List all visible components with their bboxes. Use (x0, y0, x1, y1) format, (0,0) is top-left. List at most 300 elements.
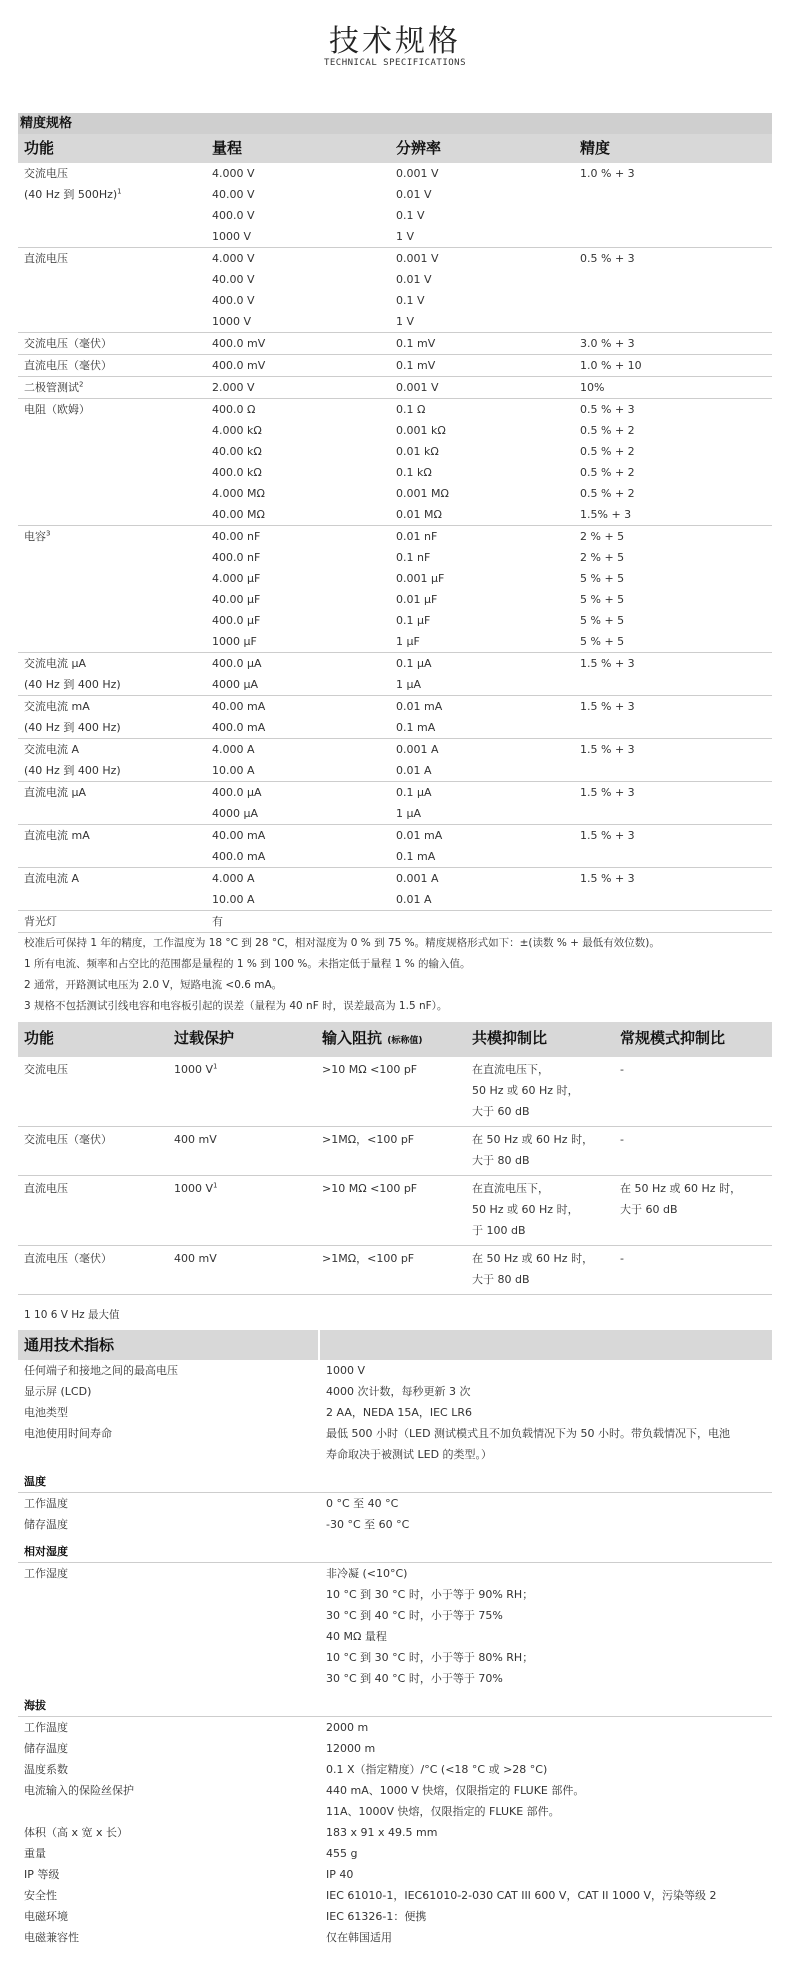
accuracy-cell: 0.5 % + 2 (580, 466, 635, 479)
resolution-cell: 0.001 V (390, 377, 574, 399)
impedance-cell (316, 1057, 466, 1127)
cell-line: 直流电压 (24, 1182, 68, 1195)
col-range: 量程 (206, 134, 390, 163)
range-cell: 1000 V (206, 226, 390, 248)
accuracy-row (18, 462, 772, 483)
col-impedance: 输入阻抗 (标称值) (316, 1022, 466, 1057)
spec-value (320, 1843, 772, 1864)
overload-cell (168, 1057, 316, 1127)
resolution-cell: 0.1 V (396, 209, 425, 222)
range-cell: 400.0 μF (212, 614, 261, 627)
function-cell: 直流电压 (24, 252, 68, 265)
spec-value-line: 寿命取决于被测试 LED 的类型。） (326, 1448, 493, 1461)
range-cell: 400.0 kΩ (212, 466, 262, 479)
resolution-cell: 0.001 A (396, 743, 439, 756)
accuracy-row (18, 290, 772, 311)
spec-key: 工作温度 (24, 1497, 68, 1510)
accuracy-cell: 5 % + 5 (580, 614, 625, 627)
spec-value (320, 1738, 772, 1759)
spec-value-line: 10 °C 到 30 °C 时，小于等于 80% RH； (326, 1651, 534, 1664)
general-row (18, 1906, 772, 1927)
spec-key: 安全性 (24, 1889, 57, 1902)
range-cell: 400.0 μA (212, 657, 262, 670)
subheading-label: 温度 (18, 1465, 772, 1493)
range-cell: 400.0 Ω (212, 403, 256, 416)
general-row (18, 1717, 772, 1739)
range-cell: 4.000 μF (212, 572, 261, 585)
nmrr-cell (614, 1246, 772, 1295)
page-title: 技术规格 (329, 24, 461, 59)
function-cell (18, 504, 206, 526)
cell-line: 交流电压（毫伏） (24, 1133, 112, 1146)
range-cell: 40.00 mA (212, 700, 266, 713)
accuracy-table (18, 134, 772, 933)
spec-key: 电流输入的保险丝保护 (24, 1784, 134, 1797)
function-cell (18, 462, 206, 483)
footnote-marker: 2 (79, 380, 84, 389)
accuracy-cell (574, 674, 772, 696)
resolution-cell: 0.001 kΩ (396, 424, 446, 437)
accuracy-row (18, 610, 772, 631)
accuracy-cell: 1.5% + 3 (574, 504, 772, 526)
resolution-cell: 0.1 μA (396, 786, 432, 799)
accuracy-cell: 1.5 % + 3 (580, 872, 635, 885)
spec-key: 电池类型 (24, 1406, 68, 1419)
accuracy-row (18, 377, 772, 399)
spec-value (320, 1864, 772, 1885)
range-cell: 40.00 μF (212, 593, 261, 606)
cell-line: 在直流电压下， (472, 1063, 549, 1076)
range-cell: 4.000 kΩ (212, 424, 262, 437)
function-cell (18, 803, 206, 825)
nmrr-cell (614, 1057, 772, 1127)
cell-line: 大于 80 dB (472, 1154, 530, 1167)
accuracy-cell (574, 184, 772, 205)
function-cell: (40 Hz 到 400 Hz) (18, 717, 206, 739)
accuracy-row (18, 163, 772, 184)
spec-value-line: 非冷凝 (<10°C) (326, 1567, 408, 1580)
resolution-cell: 1 V (390, 226, 574, 248)
function-cell: 电阻（欧姆） (24, 403, 90, 416)
cell-line: 在 50 Hz 或 60 Hz 时， (620, 1182, 742, 1195)
cell-line: - (620, 1063, 624, 1076)
accuracy-cell: 5 % + 5 (574, 631, 772, 653)
accuracy-row (18, 760, 772, 782)
accuracy-cell: 3.0 % + 3 (574, 333, 772, 355)
accuracy-row (18, 631, 772, 653)
general-row (18, 1402, 772, 1423)
spec-value (320, 1423, 772, 1465)
general-subheading (18, 1465, 772, 1493)
function-cell: 交流电压 (24, 167, 68, 180)
range-cell: 1000 V (206, 311, 390, 333)
page-subtitle: TECHNICAL SPECIFICATIONS (323, 58, 467, 68)
range-cell: 4.000 A (212, 743, 255, 756)
spec-value-line: 0.1 X（指定精度）/°C (<18 °C 或 >28 °C) (326, 1763, 548, 1776)
col-resolution: 分辨率 (390, 134, 574, 163)
spec-key: 显示屏 (LCD) (24, 1385, 92, 1398)
spec-value-line: 440 mA、1000 V 快熔，仅限指定的 FLUKE 部件。 (326, 1784, 585, 1797)
spec-key: 工作温度 (24, 1721, 68, 1734)
accuracy-row (18, 355, 772, 377)
spec-value (320, 1514, 772, 1535)
general-row (18, 1759, 772, 1780)
cell-line: 在 50 Hz 或 60 Hz 时， (472, 1252, 594, 1265)
general-subheading (18, 1689, 772, 1717)
function-cell: (40 Hz 到 400 Hz) (18, 760, 206, 782)
general-header (18, 1330, 772, 1360)
protection-section (18, 1022, 772, 1326)
spec-value-line: 0 °C 至 40 °C (326, 1497, 399, 1510)
range-cell: 40.00 V (212, 273, 255, 286)
range-cell: 400.0 mV (206, 333, 390, 355)
accuracy-cell: 1.5 % + 3 (580, 700, 635, 713)
subheading-label: 海拔 (18, 1689, 772, 1717)
spec-key: 温度系数 (24, 1763, 68, 1776)
range-cell: 4.000 V (212, 167, 255, 180)
spec-value (320, 1927, 772, 1948)
resolution-cell: 0.1 mV (390, 333, 574, 355)
function-cell: 交流电流 μA (24, 657, 87, 670)
function-cell: 交流电流 A (24, 743, 80, 756)
resolution-cell: 0.1 mV (390, 355, 574, 377)
cell-line: 大于 60 dB (620, 1203, 678, 1216)
range-cell: 40.00 nF (212, 530, 261, 543)
spec-value-line: 2 AA，NEDA 15A，IEC LR6 (326, 1406, 472, 1419)
accuracy-row (18, 846, 772, 868)
accuracy-row (18, 739, 772, 761)
function-cell: 交流电流 mA (24, 700, 90, 713)
impedance-cell (316, 1176, 466, 1246)
spec-value-line: 仅在韩国适用 (326, 1931, 392, 1944)
general-row (18, 1780, 772, 1822)
resolution-cell: 0.001 A (396, 872, 439, 885)
range-cell: 10.00 A (206, 760, 390, 782)
cell-line: >10 MΩ <100 pF (322, 1182, 418, 1195)
range-cell: 4000 μA (206, 674, 390, 696)
spec-value (320, 1563, 772, 1690)
cell-line: >1MΩ，<100 pF (322, 1133, 415, 1146)
function-cell: 直流电流 mA (24, 829, 90, 842)
accuracy-cell: 0.5 % + 2 (580, 487, 635, 500)
accuracy-cell: 5 % + 5 (580, 572, 625, 585)
resolution-cell: 0.001 V (396, 167, 439, 180)
spec-value-line: IP 40 (326, 1868, 354, 1881)
general-row (18, 1738, 772, 1759)
general-section-title: 通用技术指标 (18, 1330, 318, 1360)
function-cell (18, 1127, 168, 1176)
spec-value-line: 12000 m (326, 1742, 376, 1755)
accuracy-cell (574, 717, 772, 739)
accuracy-cell: 1.5 % + 3 (580, 786, 635, 799)
function-cell (18, 846, 206, 868)
accuracy-cell (574, 226, 772, 248)
cell-line: 大于 80 dB (472, 1273, 530, 1286)
accuracy-spec-section (18, 113, 772, 1017)
nmrr-cell (614, 1176, 772, 1246)
spec-key: 电池使用时间寿命 (24, 1427, 112, 1440)
resolution-cell: 0.01 kΩ (396, 445, 439, 458)
general-row (18, 1927, 772, 1948)
col-overload: 过载保护 (168, 1022, 316, 1057)
impedance-cell (316, 1127, 466, 1176)
spec-value-line: IEC 61326-1：便携 (326, 1910, 427, 1923)
accuracy-cell (574, 269, 772, 290)
function-cell: 交流电压（毫伏） (18, 333, 206, 355)
impedance-note: (标称值) (387, 1036, 423, 1046)
accuracy-row (18, 547, 772, 568)
col-function: 功能 (18, 1022, 168, 1057)
spec-key: 任何端子和接地之间的最高电压 (24, 1364, 178, 1377)
range-cell: 4.000 V (212, 252, 255, 265)
spec-key: 储存温度 (24, 1518, 68, 1531)
function-cell (18, 483, 206, 504)
resolution-cell: 1 μA (390, 803, 574, 825)
spec-value-line: 30 °C 到 40 °C 时，小于等于 75% (326, 1609, 503, 1622)
accuracy-cell (574, 889, 772, 911)
accuracy-note: 校准后可保持 1 年的精度，工作温度为 18 °C 到 28 °C，相对湿度为 0 % 到 75 %。精度规格形式如下：±(读数 % + 最低有效位数)。 (24, 937, 660, 949)
resolution-cell: 0.1 Ω (396, 403, 426, 416)
function-cell: (40 Hz 到 500Hz)$^1$ (24, 187, 122, 201)
function-cell (18, 1246, 168, 1295)
resolution-cell: 0.1 μF (396, 614, 431, 627)
accuracy-row (18, 568, 772, 589)
spec-value-line: 1000 V (326, 1364, 366, 1377)
accuracy-cell: 0.5 % + 3 (580, 403, 635, 416)
cell-line: 1000 V (174, 1063, 214, 1076)
spec-value-line: 455 g (326, 1847, 358, 1860)
footnote-marker: 1 (213, 1062, 218, 1071)
cell-line: - (620, 1252, 624, 1265)
general-spec-section (18, 1330, 772, 1948)
accuracy-cell: 2 % + 5 (580, 530, 625, 543)
spec-value-line: 10 °C 到 30 °C 时，小于等于 90% RH； (326, 1588, 534, 1601)
spec-key: IP 等级 (24, 1868, 60, 1881)
function-cell (18, 205, 206, 226)
function-cell (18, 311, 206, 333)
range-cell: 40.00 mA (212, 829, 266, 842)
accuracy-row (18, 333, 772, 355)
accuracy-cell: 10% (574, 377, 772, 399)
cell-line: 1000 V (174, 1182, 214, 1195)
general-row (18, 1864, 772, 1885)
cmrr-cell (466, 1246, 614, 1295)
general-row (18, 1885, 772, 1906)
function-cell: 直流电流 μA (24, 786, 87, 799)
accuracy-row (18, 205, 772, 226)
range-cell: 400.0 mV (206, 355, 390, 377)
spec-value-line: 11A、1000V 快熔，仅限指定的 FLUKE 部件。 (326, 1805, 560, 1818)
function-cell (18, 610, 206, 631)
spec-value-line: IEC 61010-1，IEC61010-2-030 CAT III 600 V，CAT II 1000 V，污染等级 2 (326, 1889, 717, 1902)
cell-line: 50 Hz 或 60 Hz 时， (472, 1084, 579, 1097)
accuracy-cell: 0.5 % + 3 (580, 252, 635, 265)
range-cell: 10.00 A (206, 889, 390, 911)
range-cell: 400.0 V (212, 209, 255, 222)
protection-row (18, 1176, 772, 1246)
cell-line: 大于 60 dB (472, 1105, 530, 1118)
function-cell (18, 1176, 168, 1246)
overload-cell (168, 1246, 316, 1295)
spec-key: 电磁兼容性 (24, 1931, 79, 1944)
general-row (18, 1822, 772, 1843)
general-row (18, 1843, 772, 1864)
protection-row (18, 1127, 772, 1176)
spec-value-line: 最低 500 小时（LED 测试模式且不加负载情况下为 50 小时。带负载情况下，电池 (326, 1427, 731, 1440)
protection-row (18, 1057, 772, 1127)
spec-value (320, 1759, 772, 1780)
accuracy-cell: 1.0 % + 10 (574, 355, 772, 377)
footnote-marker: 3 (46, 529, 51, 538)
general-row (18, 1423, 772, 1465)
function-cell (18, 568, 206, 589)
function-cell (18, 889, 206, 911)
resolution-cell: 0.1 kΩ (396, 466, 432, 479)
accuracy-cell: 1.5 % + 3 (580, 743, 635, 756)
spec-value-line: 30 °C 到 40 °C 时，小于等于 70% (326, 1672, 503, 1685)
general-row (18, 1493, 772, 1515)
cell-line: 在直流电压下， (472, 1182, 549, 1195)
general-table (18, 1360, 772, 1948)
spec-value (320, 1780, 772, 1822)
general-row (18, 1360, 772, 1381)
accuracy-row (18, 441, 772, 462)
protection-row (18, 1246, 772, 1295)
resolution-cell: 1 V (390, 311, 574, 333)
resolution-cell (390, 911, 574, 933)
resolution-cell: 0.01 A (390, 760, 574, 782)
general-row (18, 1381, 772, 1402)
range-cell: 400.0 mA (206, 846, 390, 868)
cmrr-cell (466, 1057, 614, 1127)
accuracy-row (18, 311, 772, 333)
cell-line: 交流电压 (24, 1063, 68, 1076)
accuracy-section-title: 精度规格 (18, 113, 772, 134)
accuracy-row (18, 504, 772, 526)
general-subheading (18, 1535, 772, 1563)
cmrr-cell (466, 1127, 614, 1176)
resolution-cell: 1 μF (390, 631, 574, 653)
accuracy-header-row (18, 134, 772, 163)
range-cell: 400.0 μA (212, 786, 262, 799)
function-cell (18, 420, 206, 441)
overload-cell (168, 1176, 316, 1246)
resolution-cell: 0.01 mA (396, 700, 443, 713)
cell-line: 于 100 dB (472, 1224, 526, 1237)
spec-value (320, 1402, 772, 1423)
spec-value (320, 1885, 772, 1906)
accuracy-note: 2 通常，开路测试电压为 2.0 V，短路电流 <0.6 mA。 (24, 979, 283, 991)
accuracy-cell (574, 311, 772, 333)
accuracy-row (18, 889, 772, 911)
resolution-cell: 0.001 μF (396, 572, 445, 585)
accuracy-row (18, 674, 772, 696)
cmrr-cell (466, 1176, 614, 1246)
spec-key: 体积（高 x 宽 x 长） (24, 1826, 129, 1839)
range-cell: 400.0 mA (206, 717, 390, 739)
resolution-cell: 0.1 mA (390, 846, 574, 868)
function-cell (18, 589, 206, 610)
range-cell: 40.00 kΩ (212, 445, 262, 458)
range-cell: 400.0 nF (212, 551, 261, 564)
accuracy-row (18, 184, 772, 205)
accuracy-cell: 2 % + 5 (580, 551, 625, 564)
spec-value (320, 1906, 772, 1927)
spec-key: 重量 (24, 1847, 46, 1860)
cell-line: 400 mV (174, 1252, 217, 1265)
subheading-label: 相对湿度 (18, 1535, 772, 1563)
accuracy-cell (574, 290, 772, 311)
spec-value (320, 1381, 772, 1402)
accuracy-note: 3 规格不包括测试引线电容和电容板引起的误差（量程为 40 nF 时，误差最高为 1.5 nF）。 (24, 1000, 448, 1012)
spec-value (320, 1360, 772, 1381)
cell-line: 50 Hz 或 60 Hz 时， (472, 1203, 579, 1216)
accuracy-row (18, 868, 772, 890)
resolution-cell: 0.01 μF (396, 593, 438, 606)
accuracy-note: 1 所有电流、频率和占空比的范围都是量程的 1 % 到 100 %。未指定低于量程 1 % 的输入值。 (24, 958, 471, 970)
accuracy-cell: 1.0 % + 3 (580, 167, 635, 180)
col-nmrr: 常规模式抑制比 (614, 1022, 772, 1057)
function-cell (18, 1057, 168, 1127)
resolution-cell: 1 μA (390, 674, 574, 696)
accuracy-cell (574, 803, 772, 825)
accuracy-row (18, 589, 772, 610)
accuracy-row (18, 825, 772, 847)
protection-table (18, 1022, 772, 1295)
nmrr-cell (614, 1127, 772, 1176)
accuracy-row (18, 696, 772, 718)
spec-key: 电磁环境 (24, 1910, 68, 1923)
accuracy-cell: 1.5 % + 3 (580, 829, 635, 842)
range-cell: 4.000 A (212, 872, 255, 885)
spec-value-line: 4000 次计数，每秒更新 3 次 (326, 1385, 471, 1398)
col-accuracy: 精度 (574, 134, 772, 163)
resolution-cell: 0.01 mA (396, 829, 443, 842)
general-row (18, 1563, 772, 1690)
function-cell: (40 Hz 到 400 Hz) (18, 674, 206, 696)
accuracy-cell: 1.5 % + 3 (580, 657, 635, 670)
range-cell: 4000 μA (206, 803, 390, 825)
footnote-marker: 1 (117, 187, 122, 196)
col-cmrr: 共模抑制比 (466, 1022, 614, 1057)
accuracy-row (18, 803, 772, 825)
accuracy-cell (574, 846, 772, 868)
spec-value-line: 40 MΩ 量程 (326, 1630, 387, 1643)
accuracy-row (18, 226, 772, 248)
resolution-cell: 0.01 V (396, 188, 432, 201)
accuracy-cell (574, 760, 772, 782)
cell-line: 直流电压（毫伏） (24, 1252, 112, 1265)
function-cell: 电容$^3$ (24, 529, 51, 543)
accuracy-row (18, 911, 772, 933)
resolution-cell: 0.1 μA (396, 657, 432, 670)
resolution-cell: 0.01 MΩ (390, 504, 574, 526)
accuracy-cell (574, 205, 772, 226)
function-cell: 直流电压（毫伏） (18, 355, 206, 377)
general-row (18, 1514, 772, 1535)
spec-key: 工作湿度 (24, 1567, 68, 1580)
impedance-cell (316, 1246, 466, 1295)
range-cell: 2.000 V (206, 377, 390, 399)
protection-header-row (18, 1022, 772, 1057)
resolution-cell: 0.001 MΩ (396, 487, 449, 500)
accuracy-cell: 5 % + 5 (580, 593, 625, 606)
range-cell: 40.00 V (212, 188, 255, 201)
accuracy-cell (574, 911, 772, 933)
accuracy-row (18, 483, 772, 504)
overload-cell (168, 1127, 316, 1176)
resolution-cell: 0.001 V (396, 252, 439, 265)
